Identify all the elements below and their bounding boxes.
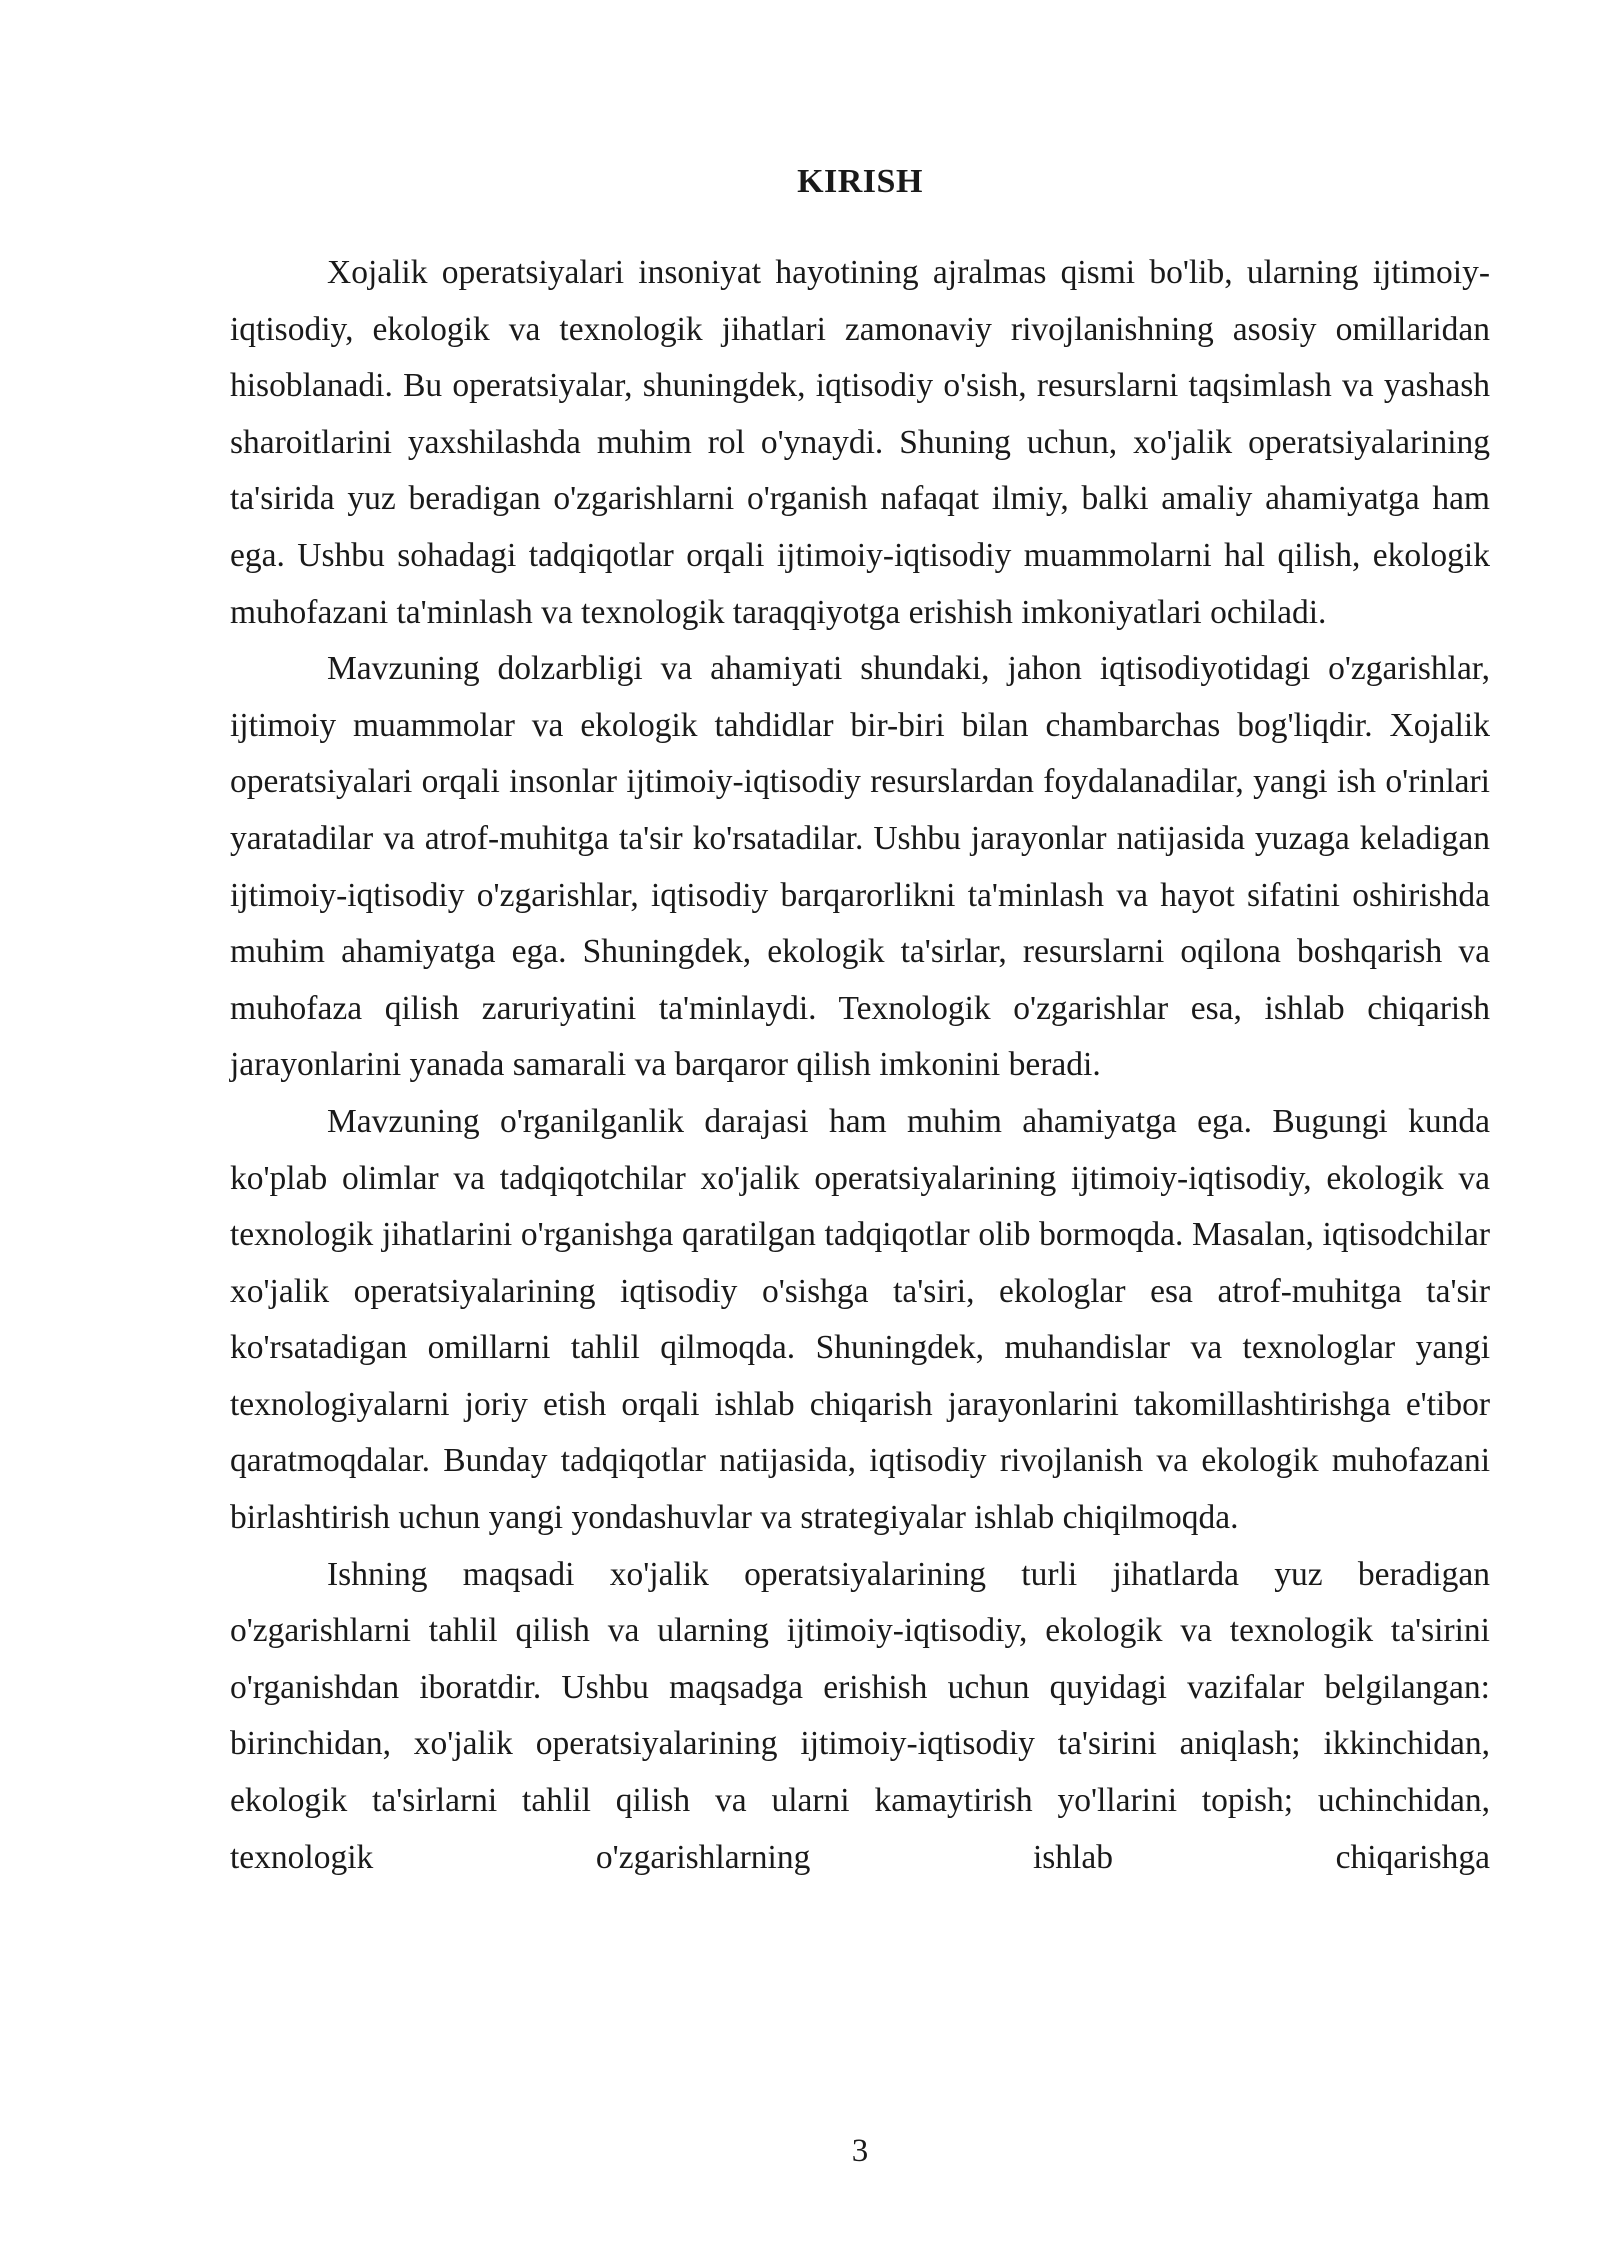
paragraph-goal: Ishning maqsadi xo'jalik operatsiyalarining turli jihatlarda yuz beradigan o'zgarishlarni tahlil qilish va ularning ijtimoiy-iqtisodiy, ekologik va texnologik ta'sirini o'rganishdan iboratdir. Ushbu maqsadga erishish uchun quyidagi vazifalar belgilangan: birinchidan, xo'jalik operatsiyalarining ijtimoiy-iqtisodiy ta'sirini aniqlash; ikkinchidan, ekologik ta'sirlarni tahlil qilish va ularni kamaytirish yo'llarini topish; uchinchidan, texnologik o'zgarishlarning ishlab chiqarishga: [230, 1555, 1490, 1876]
paragraph-study-level: Mavzuning o'rganilganlik darajasi ham muhim ahamiyatga ega. Bugungi kunda ko'plab olimlar va tadqiqotchilar xo'jalik operatsiyalarining ijtimoiy-iqtisodiy, ekologik va texnologik jihatlarini o'rganishga qaratilgan tadqiqotlar olib bormoqda. Masalan, iqtisodchilar xo'jalik operatsiyalarining iqtisodiy o'sishga ta'siri, ekologlar esa atrof-muhitga ta'sir ko'rsatadigan omillarni tahlil qilmoqda. Shuningdek, muhandislar va texnologlar yangi texnologiyalarni joriy etish orqali ishlab chiqarish jarayonlarini takomillashtirishga e'tibor qaratmoqdalar. Bunday tadqiqotlar natijasida, iqtisodiy rivojlanish va ekologik muhofazani birlashtirish uchun yangi yondashuvlar va strategiyalar ishlab chiqilmoqda.: [230, 1102, 1490, 1537]
page-number: 3: [851, 2133, 869, 2169]
section-title: KIRISH: [797, 163, 923, 200]
body-text: [230, 245, 1490, 1886]
paragraph-intro: Xojalik operatsiyalari insoniyat hayotining ajralmas qismi bo'lib, ularning ijtimoiy-iqtisodiy, ekologik va texnologik jihatlari zamonaviy rivojlanishning asosiy omillaridan hisoblanadi. Bu operatsiyalar, shuningdek, iqtisodiy o'sish, resurslarni taqsimlash va yashash sharoitlarini yaxshilashda muhim rol o'ynaydi. Shuning uchun, xo'jalik operatsiyalarining ta'sirida yuz beradigan o'zgarishlarni o'rganish nafaqat ilmiy, balki amaliy ahamiyatga ham ega. Ushbu sohadagi tadqiqotlar orqali ijtimoiy-iqtisodiy muammolarni hal qilish, ekologik muhofazani ta'minlash va texnologik taraqqiyotga erishish imkoniyatlari ochiladi.: [230, 254, 1490, 631]
paragraph-relevance: Mavzuning dolzarbligi va ahamiyati shundaki, jahon iqtisodiyotidagi o'zgarishlar, ijtimoiy muammolar va ekologik tahdidlar bir-biri bilan chambarchas bog'liqdir. Xojalik operatsiyalari orqali insonlar ijtimoiy-iqtisodiy resurslardan foydalanadilar, yangi ish o'rinlari yaratadilar va atrof-muhitga ta'sir ko'rsatadilar. Ushbu jarayonlar natijasida yuzaga keladigan ijtimoiy-iqtisodiy o'zgarishlar, iqtisodiy barqarorlikni ta'minlash va hayot sifatini oshirishda muhim ahamiyatga ega. Shuningdek, ekologik ta'sirlar, resurslarni oqilona boshqarish va muhofaza qilish zaruriyatini ta'minlaydi. Texnologik o'zgarishlar esa, ishlab chiqarish jarayonlarini yanada samarali va barqaror qilish imkonini beradi.: [230, 650, 1490, 1084]
